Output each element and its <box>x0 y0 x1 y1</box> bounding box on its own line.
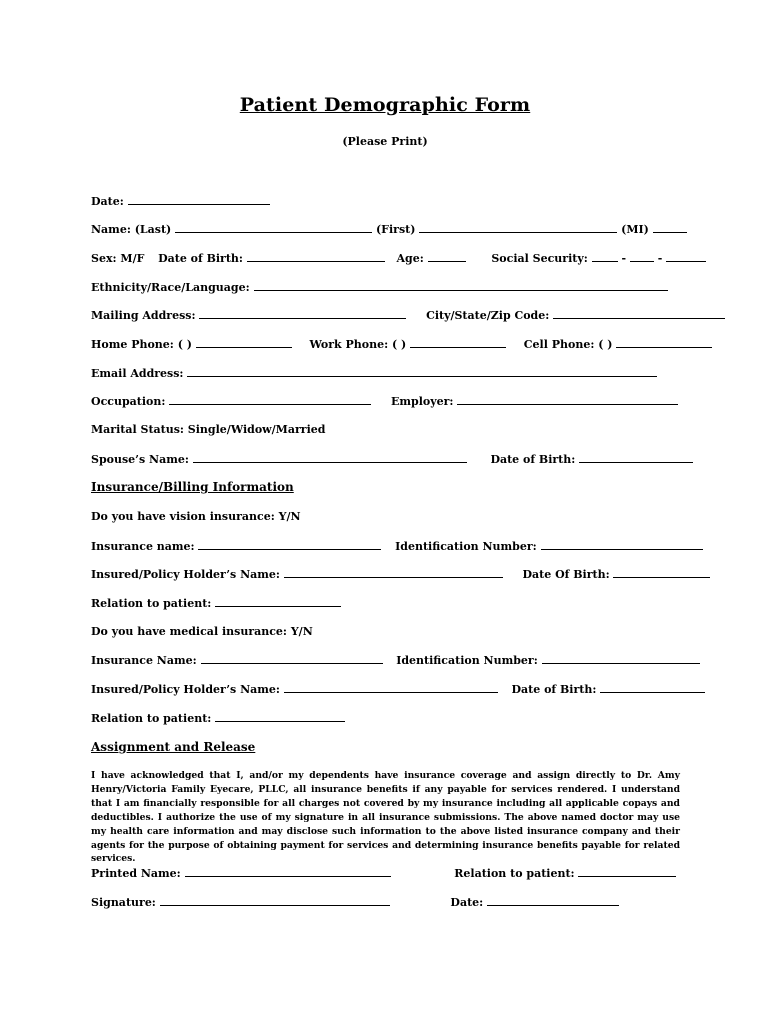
spouse-name-field[interactable] <box>193 452 467 463</box>
medical-insurance-row <box>91 653 700 668</box>
assignment-heading: Assignment and Release <box>91 740 256 754</box>
address-row <box>91 308 725 323</box>
vision-insurance-question: Do you have vision insurance: Y/N <box>91 510 301 523</box>
spouse-dob-field[interactable] <box>579 452 693 463</box>
marital-status-label: Marital Status: Single/Widow/Married <box>91 423 326 436</box>
city-state-zip-label: City/State/Zip Code: <box>426 309 550 322</box>
assignment-paragraph: I have acknowledged that I, and/or my dependents have insurance coverage and assign directly to Dr. Amy Henry/Victoria Family Eyecare, PLLC, all insurance benefits if any payable for services rendered. I understand that I am financially responsible for all charges not covered by my insurance including all applicable copays and deductibles. I authorize the use of my signature in all insurance submissions. The above named doctor may use my health care information and may disclose such information to the above listed insurance company and their agents for the purpose of obtaining payment for services and determining insurance benefits payable for related services. <box>91 770 680 865</box>
ssn-field-3[interactable] <box>666 251 706 262</box>
vision-insurance-name-field[interactable] <box>198 539 381 550</box>
mi-label: (MI) <box>621 223 649 236</box>
medical-id-field[interactable] <box>542 653 700 664</box>
last-name-label: Name: (Last) <box>91 223 172 236</box>
work-phone-label: Work Phone: ( ) <box>309 338 407 351</box>
medical-holder-field[interactable] <box>284 682 498 693</box>
vision-holder-label: Insured/Policy Holder’s Name: <box>91 568 280 581</box>
vision-insurance-name-label: Insurance name: <box>91 540 195 553</box>
ssn-dash-1: - <box>621 252 627 265</box>
date-field[interactable] <box>128 194 270 205</box>
medical-insurance-name-field[interactable] <box>201 653 383 664</box>
cell-phone-field[interactable] <box>616 337 712 348</box>
signature-field[interactable] <box>160 895 390 906</box>
vision-holder-row <box>91 567 710 582</box>
mi-field[interactable] <box>653 222 687 233</box>
vision-relation-field[interactable] <box>215 596 341 607</box>
occupation-field[interactable] <box>169 394 371 405</box>
date-row <box>91 194 270 209</box>
medical-holder-dob-field[interactable] <box>600 682 705 693</box>
vision-holder-field[interactable] <box>284 567 503 578</box>
signature-row <box>91 895 619 910</box>
home-phone-field[interactable] <box>196 337 292 348</box>
age-field[interactable] <box>428 251 466 262</box>
sex-label: Sex: M/F <box>91 252 145 265</box>
medical-holder-row <box>91 682 705 697</box>
medical-relation-field[interactable] <box>215 711 345 722</box>
vision-relation-label: Relation to patient: <box>91 597 212 610</box>
employer-label: Employer: <box>390 395 454 408</box>
ethnicity-row <box>91 280 668 295</box>
medical-question-row <box>91 625 313 639</box>
form-title: Patient Demographic Form <box>239 94 531 116</box>
first-name-field[interactable] <box>419 222 617 233</box>
medical-holder-label: Insured/Policy Holder’s Name: <box>91 683 280 696</box>
email-field[interactable] <box>187 366 657 377</box>
city-state-zip-field[interactable] <box>553 308 725 319</box>
dob-field[interactable] <box>247 251 385 262</box>
signature-date-field[interactable] <box>487 895 619 906</box>
ssn-field-1[interactable] <box>592 251 618 262</box>
medical-holder-dob-label: Date of Birth: <box>511 683 597 696</box>
occupation-label: Occupation: <box>91 395 166 408</box>
last-name-field[interactable] <box>175 222 372 233</box>
marital-row <box>91 423 325 437</box>
release-relation-field[interactable] <box>578 866 676 877</box>
ethnicity-field[interactable] <box>254 280 668 291</box>
occupation-row <box>91 394 678 409</box>
home-phone-label: Home Phone: ( ) <box>91 338 192 351</box>
ssn-field-2[interactable] <box>630 251 654 262</box>
vision-question-row <box>91 510 301 524</box>
printed-name-label: Printed Name: <box>91 867 181 880</box>
vision-holder-dob-field[interactable] <box>613 567 710 578</box>
vision-id-label: Identification Number: <box>395 540 537 553</box>
release-relation-label: Relation to patient: <box>454 867 575 880</box>
email-label: Email Address: <box>91 367 184 380</box>
medical-insurance-name-label: Insurance Name: <box>91 654 197 667</box>
date-label: Date: <box>91 195 124 208</box>
insurance-heading: Insurance/Billing Information <box>91 480 294 494</box>
spouse-name-label: Spouse’s Name: <box>91 453 189 466</box>
medical-relation-label: Relation to patient: <box>91 712 212 725</box>
printed-name-field[interactable] <box>185 866 391 877</box>
dob-label: Date of Birth: <box>158 252 243 265</box>
medical-relation-row <box>91 711 345 726</box>
email-row <box>91 366 657 381</box>
sex-dob-row <box>91 251 706 266</box>
vision-relation-row <box>91 596 341 611</box>
mailing-address-field[interactable] <box>199 308 406 319</box>
signature-date-label: Date: <box>450 896 484 909</box>
medical-id-label: Identification Number: <box>396 654 538 667</box>
vision-id-field[interactable] <box>541 539 703 550</box>
spouse-dob-label: Date of Birth: <box>490 453 576 466</box>
ethnicity-label: Ethnicity/Race/Language: <box>91 281 250 294</box>
vision-insurance-row <box>91 539 703 554</box>
phone-row <box>91 337 712 352</box>
form-subtitle: (Please Print) <box>342 135 428 148</box>
work-phone-field[interactable] <box>410 337 506 348</box>
spouse-row <box>91 452 693 467</box>
cell-phone-label: Cell Phone: ( ) <box>523 338 613 351</box>
signature-label: Signature: <box>91 896 156 909</box>
name-row <box>91 222 687 237</box>
mailing-address-label: Mailing Address: <box>91 309 196 322</box>
employer-field[interactable] <box>457 394 678 405</box>
first-name-label: (First) <box>375 223 416 236</box>
ssn-dash-2: - <box>657 252 663 265</box>
vision-holder-dob-label: Date Of Birth: <box>522 568 610 581</box>
medical-insurance-question: Do you have medical insurance: Y/N <box>91 625 313 638</box>
printed-name-row <box>91 866 676 881</box>
ssn-label: Social Security: <box>491 252 588 265</box>
age-label: Age: <box>396 252 424 265</box>
